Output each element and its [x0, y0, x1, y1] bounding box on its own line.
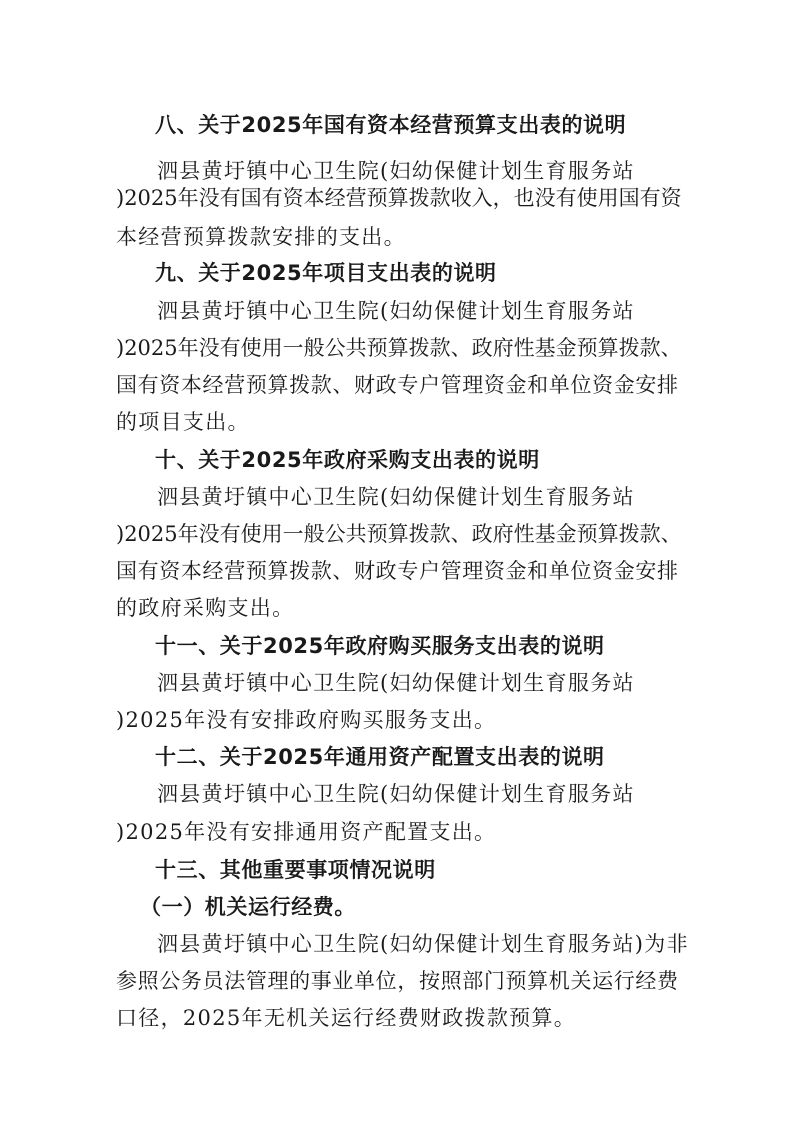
paragraph-line: 的政府采购支出。: [116, 596, 295, 620]
section-heading-13: 十三、其他重要事项情况说明: [155, 858, 436, 882]
paragraph-line: 泗县黄圩镇中心卫生院(妇幼保健计划生育服务站: [157, 299, 635, 323]
paragraph-line: 的项目支出。: [116, 410, 250, 434]
paragraph-line: 泗县黄圩镇中心卫生院(妇幼保健计划生育服务站: [157, 782, 635, 806]
section-heading-12: 十二、关于2025年通用资产配置支出表的说明: [155, 745, 605, 769]
paragraph-line: 泗县黄圩镇中心卫生院(妇幼保健计划生育服务站)为非: [157, 932, 689, 956]
paragraph-line: 国有资本经营预算拨款、财政专户管理资金和单位资金安排: [116, 559, 678, 583]
paragraph-line: 国有资本经营预算拨款、财政专户管理资金和单位资金安排: [116, 373, 678, 397]
paragraph-line: )2025年没有使用一般公共预算拨款、政府性基金预算拨款、: [116, 336, 682, 360]
section-heading-11: 十一、关于2025年政府购买服务支出表的说明: [155, 634, 605, 658]
paragraph-line: 参照公务员法管理的事业单位，按照部门预算机关运行经费: [116, 969, 678, 993]
section-heading-9: 九、关于2025年项目支出表的说明: [155, 261, 497, 285]
paragraph-line: )2025年没有使用一般公共预算拨款、政府性基金预算拨款、: [116, 522, 682, 546]
paragraph-line: )2025年没有国有资本经营预算拨款收入，也没有使用国有资: [116, 186, 682, 210]
paragraph-line: 泗县黄圩镇中心卫生院(妇幼保健计划生育服务站: [157, 485, 635, 509]
paragraph-line: )2025年没有安排政府购买服务支出。: [116, 708, 497, 732]
paragraph-line: 口径，2025年无机关运行经费财政拨款预算。: [116, 1006, 577, 1030]
section-heading-10: 十、关于2025年政府采购支出表的说明: [155, 448, 540, 472]
paragraph-line: )2025年没有安排通用资产配置支出。: [116, 820, 497, 844]
paragraph-line: 泗县黄圩镇中心卫生院(妇幼保健计划生育服务站: [157, 159, 635, 183]
paragraph-line: 泗县黄圩镇中心卫生院(妇幼保健计划生育服务站: [157, 671, 635, 695]
paragraph-line: 本经营预算拨款安排的支出。: [116, 225, 406, 249]
subsection-heading: （一）机关运行经费。: [140, 895, 356, 919]
section-heading-8: 八、关于2025年国有资本经营预算支出表的说明: [155, 113, 627, 137]
